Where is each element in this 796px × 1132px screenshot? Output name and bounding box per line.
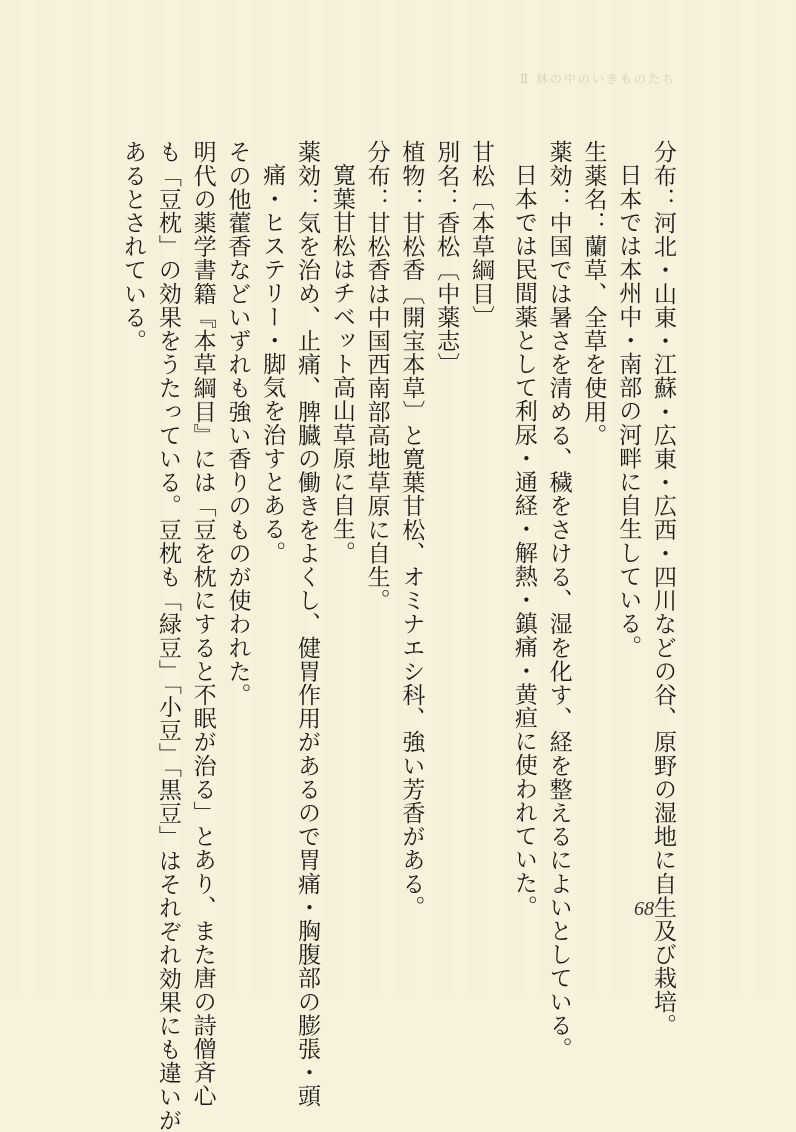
text-line: 薬効：中国では暑さを清める、穢をさける、湿を化す、経を整えるによいとしている。 bbox=[545, 140, 572, 1061]
text-line: 日本では本州中・南部の河畔に自生している。 bbox=[615, 163, 642, 659]
text-line: 寛葉甘松はチベット高山草原に自生。 bbox=[328, 163, 355, 565]
page-number: 68 bbox=[634, 898, 654, 920]
text-line: 痛・ヒステリー・脚気を治すとある。 bbox=[259, 163, 286, 565]
text-line: その他藿香などいずれも強い香りのものが使われた。 bbox=[224, 140, 251, 707]
text-line: あるとされている。 bbox=[120, 140, 147, 353]
text-line: 明代の薬学書籍『本草綱目』には「豆を枕にすると不眠が治る」とあり、また唐の詩僧斉心 bbox=[189, 140, 216, 1108]
running-header: Ⅱ 林の中のいきものたち bbox=[520, 72, 676, 86]
text-line: も「豆枕」の効果をうたっている。豆枕も「緑豆」「小豆」「黒豆」はそれぞれ効果にも違いが bbox=[154, 140, 181, 1132]
text-line: 薬効：気を治め、止痛、脾臓の働きをよくし、健胃作用があるので胃痛・胸腹部の膨張・頭 bbox=[294, 140, 321, 1108]
text-line: 分布：甘松香は中国西南部高地草原に自生。 bbox=[363, 140, 390, 612]
text-line: 生薬名：蘭草、全草を使用。 bbox=[580, 140, 607, 447]
text-line: 植物：甘松香〔開宝本草〕と寛葉甘松、オミナエシ科、強い芳香がある。 bbox=[398, 140, 425, 919]
text-line: 日本では民間薬として利尿・通経・解熱・鎮痛・黄疸に使われていた。 bbox=[510, 163, 537, 919]
text-line: 分布：河北・山東・江蘇・広東・広西・四川などの谷、原野の湿地に自生及び栽培。 bbox=[650, 140, 676, 1037]
text-line: 別名：香松〔中薬志〕 bbox=[433, 140, 460, 376]
section-heading: 甘松〔本草綱目〕 bbox=[468, 140, 495, 329]
